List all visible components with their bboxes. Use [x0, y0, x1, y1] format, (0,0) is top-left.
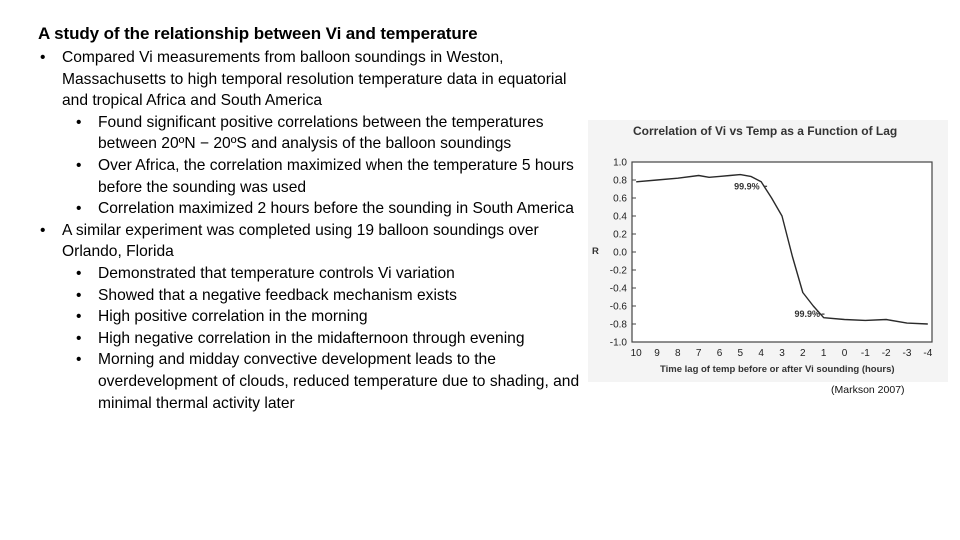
x-tick-label: 2 — [800, 348, 806, 359]
bullet-marker: • — [76, 286, 82, 304]
y-tick-label: -1.0 — [609, 337, 627, 349]
y-tick-label: 0.8 — [613, 175, 627, 187]
sub-bullet-item — [38, 112, 586, 155]
y-tick-label: -0.4 — [609, 283, 627, 295]
bullet-text: Demonstrated that temperature controls Vi variation — [98, 264, 455, 282]
sub-bullet-item — [38, 285, 586, 307]
bullet-marker: • — [76, 113, 82, 131]
bullet-text: Correlation maximized 2 hours before the sounding in South America — [98, 200, 574, 218]
x-tick-label: 4 — [758, 348, 764, 359]
y-axis-label: R — [592, 246, 599, 257]
x-tick-label: 1 — [820, 348, 827, 359]
bullet-item — [38, 220, 586, 263]
correlation-chart — [588, 120, 948, 382]
bullet-marker: • — [40, 221, 46, 239]
y-tick-label: 0.0 — [613, 247, 627, 259]
x-tick-labels — [631, 348, 933, 359]
sub-bullet-item — [38, 349, 586, 414]
plot-frame — [632, 162, 932, 342]
y-tick-label: -0.8 — [609, 319, 627, 331]
sub-bullet-item — [38, 198, 586, 220]
y-tick-label: 0.6 — [613, 193, 627, 205]
y-tick-label: 0.4 — [613, 211, 627, 223]
bullet-marker: • — [76, 264, 82, 282]
sub-bullet-item — [38, 306, 586, 328]
x-tick-label: 7 — [695, 348, 702, 359]
x-tick-label: -4 — [923, 348, 933, 359]
x-tick-label: 9 — [654, 348, 660, 359]
bullet-marker: • — [76, 351, 82, 369]
x-tick-label: 10 — [630, 348, 642, 359]
slide-title: A study of the relationship between Vi and temperature — [38, 24, 478, 43]
bullet-text: High negative correlation in the midafternoon through evening — [98, 329, 525, 347]
y-tick-label: -0.6 — [609, 301, 627, 313]
sub-bullet-item — [38, 263, 586, 285]
sub-bullet-item — [38, 328, 586, 350]
chart-title: Correlation of Vi vs Temp as a Function of Lag — [633, 124, 898, 138]
y-tick-label: 0.2 — [613, 229, 627, 241]
x-tick-label: 3 — [779, 348, 785, 359]
x-tick-label: -1 — [860, 348, 870, 359]
x-tick-label: 8 — [675, 348, 681, 359]
bullet-marker: • — [76, 308, 82, 326]
bullet-marker: • — [76, 200, 82, 218]
y-tick-label: 1.0 — [613, 157, 627, 169]
bullet-text: Showed that a negative feedback mechanism exists — [98, 286, 457, 304]
x-tick-label: -3 — [902, 348, 912, 359]
bullet-text: Compared Vi measurements from balloon soundings in Weston, Massachusetts to high temporal resolution temperature data in equatorial and tropical Africa and South America — [62, 49, 567, 110]
x-tick-label: 5 — [737, 348, 744, 359]
bullet-text: Morning and midday convective development leads to the overdevelopment of clouds, reduced temperature due to shading, and minimal thermal activity later — [98, 351, 580, 412]
chart-svg — [588, 120, 948, 382]
bullet-text: Over Africa, the correlation maximized when the temperature 5 hours before the sounding was used — [98, 156, 574, 196]
y-tick-label: -0.2 — [609, 265, 627, 277]
bullet-text: A similar experiment was completed using 19 balloon soundings over Orlando, Florida — [62, 221, 539, 261]
bullet-item — [38, 47, 586, 112]
significance-annotation: 99.9% — [734, 181, 760, 192]
x-tick-label: 6 — [716, 348, 723, 359]
citation: (Markson 2007) — [831, 384, 905, 396]
bullet-marker: • — [76, 329, 82, 347]
significance-annotation: 99.9% — [794, 309, 821, 320]
bullet-list — [38, 47, 586, 414]
bullet-marker: • — [76, 156, 82, 174]
x-tick-label: 0 — [841, 348, 848, 359]
x-axis-label: Time lag of temp before or after Vi sounding (hours) — [660, 364, 895, 375]
bullet-text: Found significant positive correlations between the temperatures between 20ºN − 20ºS and analysis of the balloon soundings — [98, 113, 544, 153]
x-tick-label: -2 — [881, 348, 891, 359]
bullet-text: High positive correlation in the morning — [98, 308, 368, 326]
bullet-marker: • — [40, 49, 46, 66]
sub-bullet-item — [38, 155, 586, 198]
